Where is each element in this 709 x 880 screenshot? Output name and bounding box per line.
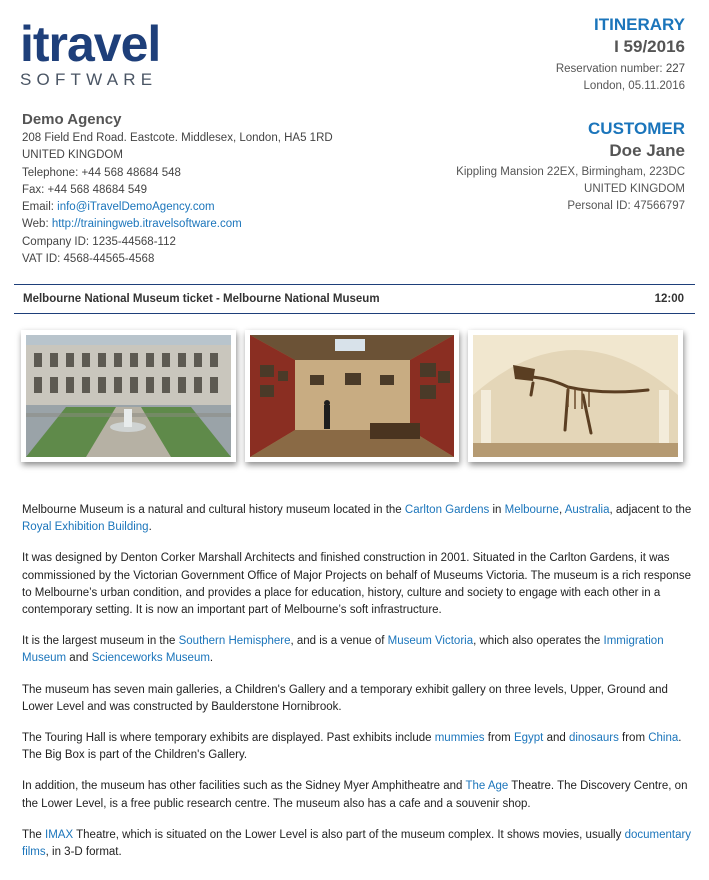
itinerary-number: I 59/2016	[614, 37, 685, 56]
event-bar	[14, 284, 695, 314]
inline-link[interactable]: IMAX	[45, 828, 74, 841]
web-link[interactable]: http://trainingweb.itravelsoftware.com	[51, 218, 242, 231]
inline-link[interactable]: Australia	[564, 504, 610, 516]
place-date: London, 05.11.2016	[583, 80, 685, 92]
paragraph-text: .	[209, 652, 214, 665]
paragraph-text: , and is a venue of	[290, 635, 388, 648]
paragraph-text: , in 3-D format.	[45, 846, 122, 859]
agency-company-id: Company ID: 1235-44568-112	[22, 235, 176, 248]
paragraph-text: Melbourne Museum is a natural and cultural history museum located in the	[22, 504, 405, 516]
inline-link[interactable]: Southern Hemisphere	[178, 635, 291, 648]
customer-personal-id: Personal ID: 47566797	[567, 200, 685, 212]
description-text	[22, 502, 694, 875]
inline-link[interactable]: dinosaurs	[568, 732, 619, 745]
web-label: Web:	[22, 218, 49, 231]
inline-link[interactable]: Scienceworks Museum	[91, 652, 210, 665]
inline-link[interactable]: mummies	[434, 732, 485, 745]
itinerary-block	[556, 14, 685, 95]
agency-address: 208 Field End Road. Eastcote. Middlesex, London, HA5 1RD	[22, 132, 333, 144]
agency-block	[22, 110, 333, 268]
reservation-line	[556, 61, 685, 78]
description-paragraph	[22, 827, 694, 861]
inline-link[interactable]: The Age	[465, 780, 509, 793]
paragraph-text: .	[148, 521, 152, 534]
reservation-label: Reservation number:	[555, 63, 663, 75]
customer-heading: CUSTOMER	[588, 119, 685, 138]
photo-gallery-hall	[245, 330, 459, 462]
paragraph-text: from	[618, 732, 649, 745]
customer-address: Kippling Mansion 22EX, Birmingham, 223DC	[456, 166, 685, 178]
inline-link[interactable]: China	[648, 732, 679, 745]
paragraph-text: It is the largest museum in the	[22, 635, 179, 648]
description-paragraph	[22, 502, 694, 536]
photo-dinosaur-skeleton	[468, 330, 683, 462]
paragraph-text: and	[543, 732, 569, 745]
logo-wordmark: itravel	[20, 16, 161, 72]
reservation-number: 227	[665, 63, 685, 75]
agency-web-line	[22, 216, 333, 233]
paragraph-text: It was designed by Denton Corker Marshall Architects and finished construction in 2001. Situated in the Carlton Gardens, it was commissioned by the Victorian Government Office of Major Projects on behalf of Museums Victoria. The museum is a rich response to Melbourne’s urban condition, and provides a place for education, history, culture and society to engage with each other in a contemporary setting. It is now an important part of Melbourne’s soft infrastructure.	[22, 552, 692, 617]
paragraph-text: ,	[558, 504, 565, 516]
email-link[interactable]: info@iTravelDemoAgency.com	[57, 201, 215, 214]
customer-block	[456, 118, 685, 215]
inline-link[interactable]: Carlton Gardens	[404, 504, 490, 516]
inline-link[interactable]: Royal Exhibition Building	[22, 521, 149, 534]
inline-link[interactable]: Egypt	[513, 732, 544, 745]
paragraph-text: The museum has seven main galleries, a Children's Gallery and a temporary exhibit gallery on three levels, Upper, Ground and Lower Level and was constructed by Baulderstone Hornibrook.	[22, 683, 668, 713]
agency-email-line	[22, 199, 333, 216]
inline-link[interactable]: Museum Victoria	[387, 635, 474, 648]
description-paragraph	[22, 778, 694, 812]
inline-link[interactable]: Melbourne	[504, 504, 559, 516]
paragraph-text: Theatre, which is situated on the Lower Level is also part of the museum complex. It shows movies, usually	[73, 828, 625, 841]
company-logo	[20, 16, 190, 90]
paragraph-text: Theatre. The Discovery Centre, on the Lower Level, is a free public research centre. The museum also has a cafe and a souvenir shop.	[22, 780, 688, 810]
customer-country: UNITED KINGDOM	[584, 183, 685, 195]
paragraph-text: , which also operates the	[473, 635, 604, 648]
paragraph-text: . The Big Box is part of the Children's Gallery.	[22, 732, 682, 762]
agency-telephone: Telephone: +44 568 48684 548	[22, 166, 181, 179]
agency-name: Demo Agency	[22, 111, 122, 128]
agency-vat-id: VAT ID: 4568-44565-4568	[22, 253, 155, 266]
inline-link[interactable]: documentary films	[22, 828, 692, 859]
event-title: Melbourne National Museum ticket - Melbourne National Museum	[23, 293, 380, 305]
paragraph-text: The	[22, 828, 46, 841]
paragraph-text: The Touring Hall is where temporary exhibits are displayed. Past exhibits include	[22, 732, 435, 745]
description-paragraph	[22, 682, 694, 716]
photo-courtyard	[21, 330, 236, 462]
logo-tagline: SOFTWARE	[20, 70, 158, 89]
email-label: Email:	[22, 201, 54, 214]
paragraph-text: from	[484, 732, 514, 745]
event-time: 12:00	[654, 293, 684, 305]
description-paragraph	[22, 633, 694, 667]
paragraph-text: , adjacent to the	[609, 504, 692, 516]
itinerary-heading: ITINERARY	[594, 15, 685, 34]
agency-fax: Fax: +44 568 48684 549	[22, 183, 148, 196]
agency-country: UNITED KINGDOM	[22, 149, 123, 162]
description-paragraph	[22, 550, 694, 619]
description-paragraph	[22, 730, 694, 764]
inline-link[interactable]: Immigration Museum	[22, 635, 664, 665]
customer-name: Doe Jane	[609, 141, 685, 160]
paragraph-text: and	[66, 652, 92, 665]
paragraph-text: in	[489, 504, 505, 516]
paragraph-text: In addition, the museum has other facilities such as the Sidney Myer Amphitheatre and	[22, 780, 466, 793]
